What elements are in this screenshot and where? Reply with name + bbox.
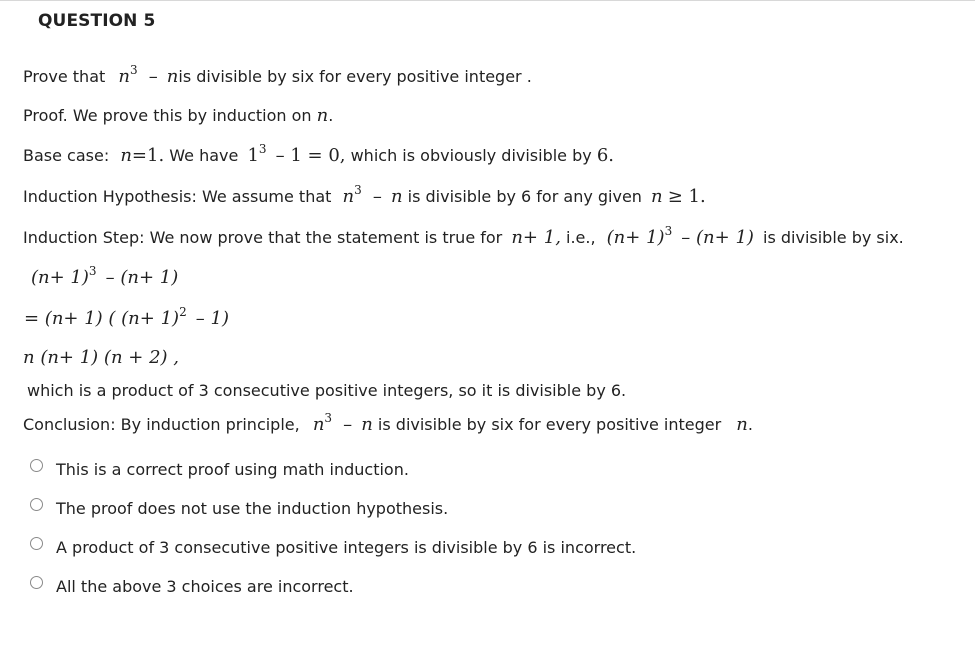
hypothesis-text: Induction Hypothesis: We assume that xyxy=(23,187,332,206)
step-suffix: is divisible by six. xyxy=(763,228,904,247)
proof-statement xyxy=(23,63,532,87)
math-expr: n (n+ 1) (n + 2) , xyxy=(23,347,179,368)
math-one: 1 xyxy=(247,145,259,166)
math-var: n xyxy=(361,414,373,435)
choice-label: All the above 3 choices are incorrect. xyxy=(56,576,354,596)
math-expr: = (n+ 1) ( (n+ 1) xyxy=(24,308,180,329)
math-exponent: 3 xyxy=(129,63,138,77)
math-exponent: 3 xyxy=(258,142,267,156)
derivation-line-1 xyxy=(31,264,179,288)
math-expr: (n+ 1) xyxy=(606,227,665,248)
top-divider xyxy=(0,0,975,1)
intro-end: . xyxy=(328,106,334,125)
math-var: n xyxy=(651,186,663,207)
hypothesis-mid: is divisible by 6 for any given xyxy=(407,187,642,206)
math-var: n xyxy=(736,414,748,435)
math-minus: – xyxy=(343,414,353,435)
math-exponent: 3 xyxy=(354,183,362,197)
math-expr: – (n+ 1) xyxy=(105,267,179,288)
math-var: n xyxy=(118,66,130,87)
math-minus: – xyxy=(372,186,382,207)
math-exponent: 2 xyxy=(179,305,187,319)
choice-label: The proof does not use the induction hypothesis. xyxy=(56,498,449,518)
math-var: n xyxy=(166,66,179,87)
proof-conclusion xyxy=(23,411,753,435)
answer-choice-1[interactable] xyxy=(30,458,409,480)
statement-suffix: is divisible by six for every positive integer . xyxy=(178,67,532,86)
choice-label: A product of 3 consecutive positive integers is divisible by 6 is incorrect. xyxy=(56,537,637,557)
statement-prefix: Prove that xyxy=(23,67,106,86)
math-expr: – 1) xyxy=(195,308,229,329)
base-case-mid: We have xyxy=(169,146,239,165)
conclusion-mid: is divisible by six for every positive integer xyxy=(377,415,722,434)
induction-hypothesis xyxy=(23,183,706,207)
math-exponent: 3 xyxy=(88,264,97,278)
base-case-label: Base case: xyxy=(23,146,110,165)
conclusion-text: Conclusion: By induction principle, xyxy=(23,415,300,434)
math-expr: – 1 = 0, xyxy=(275,145,346,166)
step-text: Induction Step: We now prove that the statement is true for xyxy=(23,228,503,247)
math-var: n xyxy=(312,414,325,435)
math-minus: – xyxy=(148,66,158,87)
base-case xyxy=(23,142,615,166)
math-expr: n+ 1, xyxy=(511,227,561,248)
induction-step xyxy=(23,224,904,248)
math-eq: =1. xyxy=(131,145,165,166)
step-ie: i.e., xyxy=(566,228,596,247)
answer-choice-4[interactable] xyxy=(30,575,354,597)
math-var: n xyxy=(316,105,329,126)
radio-button[interactable] xyxy=(30,537,43,550)
radio-button[interactable] xyxy=(30,459,43,472)
answer-choice-3[interactable] xyxy=(30,536,636,558)
math-expr: (n+ 1) xyxy=(31,267,89,288)
math-var: n xyxy=(342,186,355,207)
intro-text: Proof. We prove this by induction on xyxy=(23,106,312,125)
choice-label: This is a correct proof using math induction. xyxy=(56,459,409,479)
radio-button[interactable] xyxy=(30,498,43,511)
answer-choice-2[interactable] xyxy=(30,497,448,519)
derivation-line-3 xyxy=(23,348,179,368)
radio-button[interactable] xyxy=(30,576,43,589)
proof-intro xyxy=(23,106,333,126)
math-exponent: 3 xyxy=(324,411,333,425)
math-expr: – (n+ 1) xyxy=(681,227,754,248)
base-case-suffix: which is obviously divisible by xyxy=(350,146,592,165)
derivation-line-2 xyxy=(24,305,229,329)
math-condition: ≥ 1. xyxy=(667,186,706,207)
question-title: QUESTION 5 xyxy=(38,11,156,31)
math-var: n xyxy=(390,186,403,207)
math-var: n xyxy=(120,145,132,166)
math-num: 6. xyxy=(596,145,615,166)
proof-reason: which is a product of 3 consecutive positive integers, so it is divisible by 6. xyxy=(27,381,627,400)
math-exponent: 3 xyxy=(664,224,673,238)
conclusion-end: . xyxy=(747,415,753,434)
